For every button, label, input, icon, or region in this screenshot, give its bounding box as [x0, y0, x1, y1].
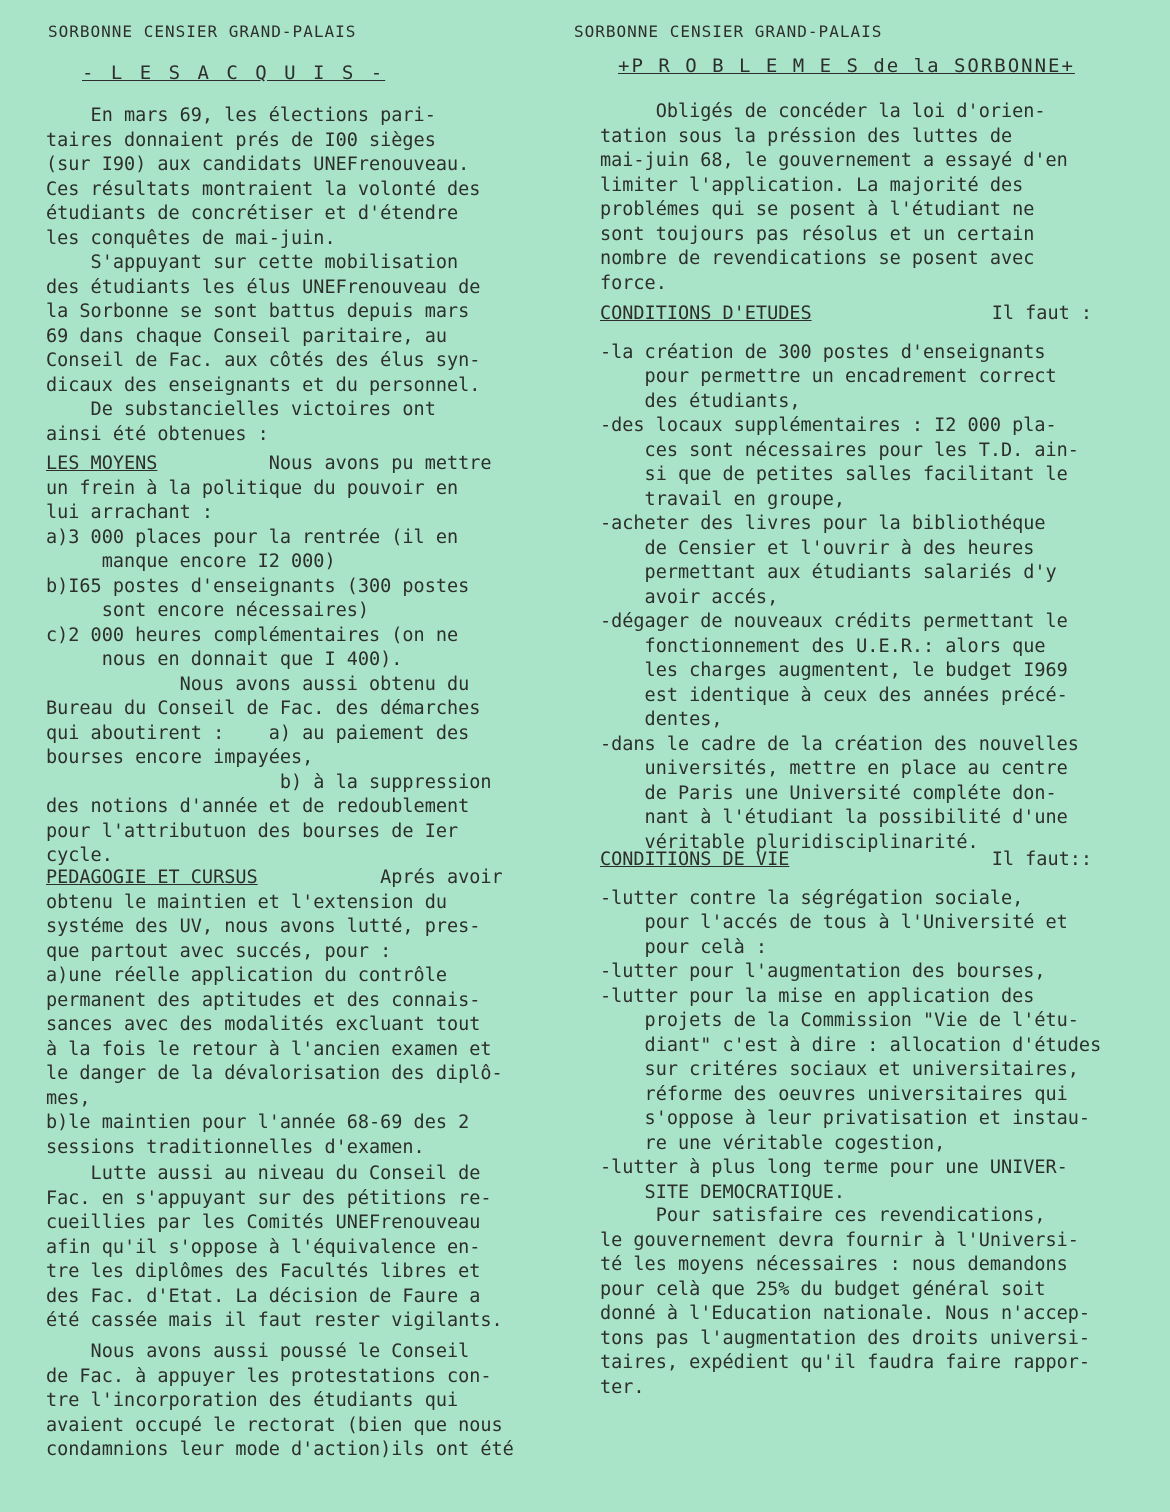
text-line: pour celà :	[600, 936, 768, 958]
text-line: b) à la suppression	[46, 771, 492, 793]
text-line: SITE DEMOCRATIQUE.	[600, 1181, 846, 1203]
text-line: avoir accés,	[600, 586, 779, 608]
text-line: pour l'accés de tous à l'Université et	[600, 912, 1068, 933]
text-line: projets de la Commission "Vie de l'étu-	[600, 1010, 1079, 1031]
left-title: - L E S A C Q U I S -	[82, 62, 386, 84]
text-line: est identique à ceux des années précé-	[600, 684, 1068, 706]
moyens-heading: LES MOYENS	[46, 453, 158, 474]
text-line: de Censier et l'ouvrir à des heures	[600, 537, 1035, 559]
text-line: c)2 000 heures complémentaires (on ne	[46, 624, 459, 646]
text-line: nous en donnait que I 400).	[46, 649, 403, 670]
text-line: le gouvernement devra fournir à l'Universi-	[600, 1229, 1079, 1251]
text-line: En mars 69, les élections pari-	[46, 105, 436, 126]
vie-body	[600, 887, 1102, 1206]
text-line: afin qu'il s'oppose à l'équivalence en-	[46, 1236, 481, 1258]
text-line: lui arrachant :	[46, 502, 214, 523]
text-line: que partout avec succés, pour :	[46, 940, 392, 962]
text-line: s'oppose à leur privatisation et instau-	[600, 1108, 1091, 1129]
text-line: -lutter pour la mise en application des	[600, 985, 1035, 1007]
text-line: fonctionnement des U.E.R.: alors que	[600, 635, 1046, 657]
vie-faut: Il faut::	[991, 849, 1092, 870]
text-line: ainsi été obtenues :	[46, 423, 269, 445]
text-line: mai-juin 68, le gouvernement a essayé d'en	[600, 150, 1068, 171]
text-line: Bureau du Conseil de Fac. des démarches	[46, 698, 481, 719]
text-line: (sur I90) aux candidats UNEFrenouveau.	[46, 154, 470, 175]
text-line: de Fac. à appuyer les protestations con-	[46, 1365, 492, 1387]
pedagogie-body	[46, 891, 503, 1161]
etudes-body	[600, 341, 1092, 856]
text-line: les conquêtes de mai-juin.	[46, 227, 336, 249]
text-line: taires donnaient prés de I00 sièges	[46, 129, 436, 151]
text-line: b)I65 postes d'enseignants (300 postes	[46, 575, 470, 597]
text-line: mes,	[46, 1087, 91, 1109]
text-line: b)le maintien pour l'année 68-69 des 2	[46, 1112, 470, 1133]
pedagogie-lead: Aprés avoir	[380, 867, 503, 888]
right-intro	[600, 100, 1068, 296]
text-line: Nous avons aussi obtenu du	[46, 673, 470, 695]
text-line: a)3 000 places pour la rentrée (il en	[46, 526, 459, 548]
pedagogie-heading-row	[46, 866, 503, 891]
left-header: SORBONNE CENSIER GRAND-PALAIS	[48, 22, 357, 41]
vie-heading: CONDITIONS DE VIE	[600, 849, 790, 870]
text-line: un frein à la politique du pouvoir en	[46, 477, 459, 499]
text-line: permettant aux étudiants salariés d'y	[600, 562, 1057, 583]
conclusion-paragraph	[600, 1204, 1090, 1400]
text-line: sances avec des modalités excluant tout	[46, 1014, 481, 1035]
pedagogie-heading: PEDAGOGIE ET CURSUS	[46, 867, 258, 888]
text-line: nant à l'étudiant la possibilité d'une	[600, 807, 1068, 828]
etudes-section	[600, 302, 1092, 855]
text-line: ter.	[600, 1376, 645, 1398]
text-line: pour celà que 25% du budget général soit	[600, 1278, 1046, 1300]
text-line: universités, mettre en place au centre	[600, 758, 1068, 779]
vie-section	[600, 848, 1102, 1205]
text-line: -lutter à plus long terme pour une UNIVER-	[600, 1157, 1068, 1178]
text-line: taires, expédient qu'il faudra faire rappor-	[600, 1352, 1091, 1373]
text-line: obtenu le maintien et l'extension du	[46, 891, 447, 913]
text-line: problémes qui se posent à l'étudiant ne	[600, 199, 1035, 220]
text-line: Pour satisfaire ces revendications,	[600, 1205, 1046, 1226]
text-line: manque encore I2 000)	[46, 551, 336, 572]
lutte-paragraph	[46, 1162, 503, 1334]
text-line: Obligés de concéder la loi d'orien-	[600, 101, 1046, 122]
text-line: donné à l'Education nationale. Nous n'accep-	[600, 1303, 1091, 1324]
text-line: avaient occupé le rectorat (bien que nous	[46, 1414, 503, 1436]
text-line: force.	[600, 272, 667, 294]
text-line: -la création de 300 postes d'enseignants	[600, 341, 1046, 363]
moyens-body	[46, 477, 492, 869]
text-line: des notions d'année et de redoublement	[46, 796, 470, 817]
etudes-heading-row	[600, 302, 1092, 327]
text-line: a)une réelle application du contrôle	[46, 965, 447, 986]
text-line: sessions traditionnelles d'examen.	[46, 1136, 425, 1158]
text-line: permanent des aptitudes et des connais-	[46, 989, 481, 1011]
text-line: été cassée mais il faut rester vigilants.	[46, 1310, 503, 1331]
text-line: cueillies par les Comités UNEFrenouveau	[46, 1212, 481, 1233]
text-line: -dégager de nouveaux crédits permettant le	[600, 611, 1068, 632]
text-line: sur critéres sociaux et universitaires,	[600, 1059, 1079, 1080]
text-line: re une véritable cogestion,	[600, 1132, 946, 1154]
moyens-lead: Nous avons pu mettre	[268, 453, 492, 474]
text-line: pour l'attributuon des bourses de Ier	[46, 820, 459, 842]
text-line: des étudiants les élus UNEFrenouveau de	[46, 276, 481, 298]
text-line: diant" c'est à dire : allocation d'études	[600, 1034, 1102, 1056]
text-line: véritable pluridisciplinarité.	[600, 831, 979, 853]
vie-heading-row	[600, 848, 1092, 873]
text-line: De substancielles victoires ont	[46, 399, 436, 420]
etudes-heading: CONDITIONS D'ETUDES	[600, 303, 812, 324]
text-line: ces sont nécessaires pour les T.D. ain-	[600, 439, 1079, 461]
right-header: SORBONNE CENSIER GRAND-PALAIS	[574, 22, 883, 41]
pousse-paragraph	[46, 1340, 514, 1463]
text-line: limiter l'application. La majorité des	[600, 174, 1024, 196]
text-line: réforme des oeuvres universitaires qui	[600, 1083, 1068, 1105]
text-line: la Sorbonne se sont battus depuis mars	[46, 301, 470, 322]
text-line: tons pas l'augmentation des droits universi-	[600, 1327, 1091, 1349]
moyens-section	[46, 452, 492, 869]
text-line: sont encore nécessaires)	[46, 600, 370, 621]
pedagogie-section	[46, 866, 503, 1160]
text-line: 69 dans chaque Conseil paritaire, au	[46, 325, 447, 347]
text-line: Fac. en s'appuyant sur des pétitions re-	[46, 1187, 492, 1209]
text-line: le danger de la dévalorisation des diplô-	[46, 1063, 503, 1084]
moyens-heading-row	[46, 452, 492, 477]
text-line: des Fac. d'Etat. La décision de Faure a	[46, 1285, 481, 1307]
text-line: Ces résultats montraient la volonté des	[46, 178, 481, 200]
left-intro	[46, 104, 480, 447]
text-line: étudiants de concrétiser et d'étendre	[46, 203, 459, 224]
text-line: cycle.	[46, 845, 113, 866]
etudes-faut: Il faut :	[991, 303, 1092, 324]
text-line: pour permettre un encadrement correct	[600, 366, 1057, 387]
text-line: -des locaux supplémentaires : I2 000 pla-	[600, 415, 1057, 436]
right-title: +P R O B L E M E S de la SORBONNE+	[618, 55, 1075, 77]
text-line: bourses encore impayées,	[46, 747, 314, 768]
text-line: les charges augmentent, le budget I969	[600, 660, 1068, 681]
text-line: sont toujours pas résolus et un certain	[600, 223, 1035, 245]
text-line: nombre de revendications se posent avec	[600, 248, 1035, 269]
text-line: à la fois le retour à l'ancien examen et	[46, 1038, 492, 1060]
text-line: Conseil de Fac. aux côtés des élus syn-	[46, 350, 481, 371]
text-line: qui aboutirent : a) au paiement des	[46, 722, 470, 744]
text-line: si que de petites salles facilitant le	[600, 464, 1068, 485]
text-line: S'appuyant sur cette mobilisation	[46, 252, 459, 273]
text-line: dentes,	[600, 709, 723, 730]
text-line: té les moyens nécessaires : nous demandons	[600, 1254, 1068, 1275]
text-line: dicaux des enseignants et du personnel.	[46, 374, 481, 396]
text-line: tre l'incorporation des étudiants qui	[46, 1390, 459, 1411]
text-line: Lutte aussi au niveau du Conseil de	[46, 1163, 481, 1184]
text-line: tre les diplômes des Facultés libres et	[46, 1261, 481, 1282]
text-line: tation sous la préssion des luttes de	[600, 125, 1013, 147]
text-line: des étudiants,	[600, 390, 801, 412]
text-line: Nous avons aussi poussé le Conseil	[46, 1341, 470, 1362]
text-line: travail en groupe,	[600, 488, 846, 510]
text-line: -dans le cadre de la création des nouvelles	[600, 733, 1079, 755]
text-line: condamnions leur mode d'action)ils ont été	[46, 1439, 514, 1460]
text-line: -lutter contre la ségrégation sociale,	[600, 887, 1024, 909]
text-line: de Paris une Université compléte don-	[600, 782, 1057, 804]
text-line: systéme des UV, nous avons lutté, pres-	[46, 916, 481, 937]
text-line: -acheter des livres pour la bibliothéque	[600, 513, 1046, 534]
text-line: -lutter pour l'augmentation des bourses,	[600, 961, 1046, 982]
